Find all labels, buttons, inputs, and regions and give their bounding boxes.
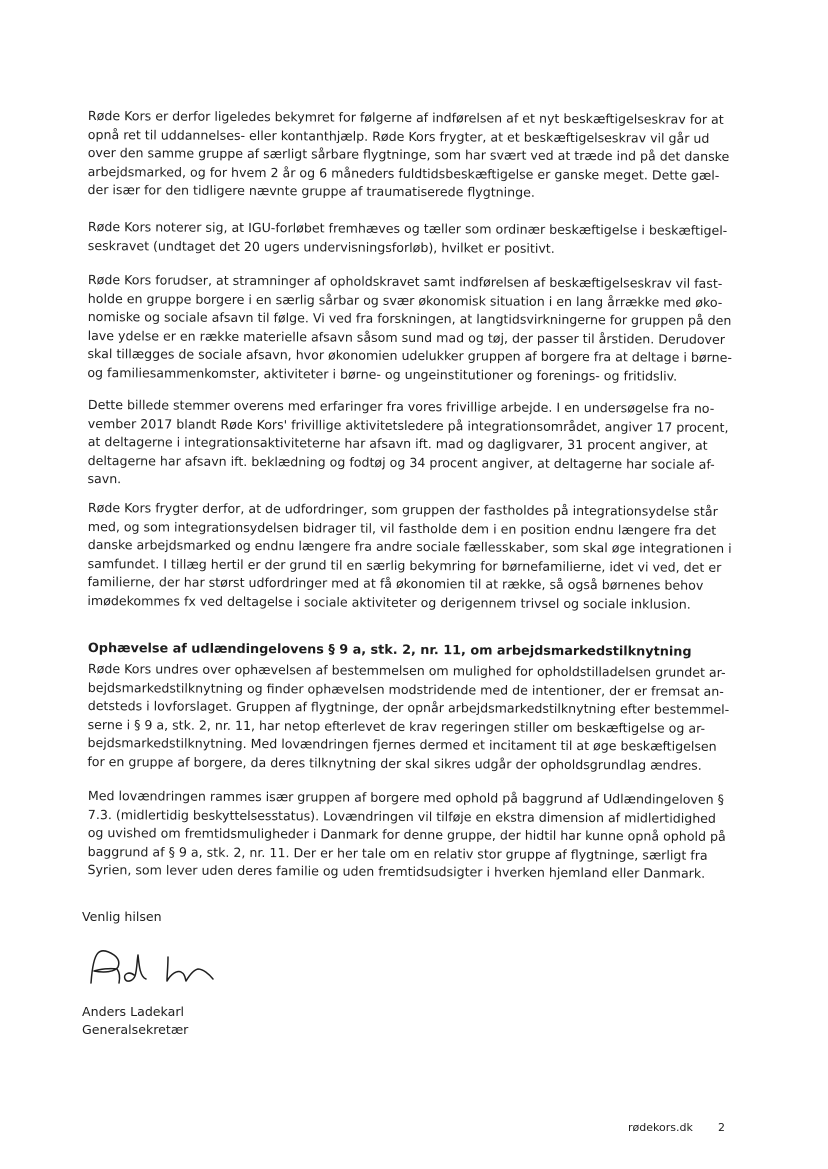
closing-greeting: Venlig hilsen (82, 909, 162, 924)
paragraph-repeal (87, 660, 738, 775)
text-line: seskravet (undtaget det 20 ugers undervisningsforløb), hvilket er positivt. (87, 237, 555, 256)
handwritten-signature (82, 945, 222, 995)
text-line: for en gruppe af borgere, da deres tilknytning der skal sikres udgår der opholdsgrundlag ændres. (87, 753, 702, 773)
text-line: baggrund af § 9 a, stk. 2, nr. 11. Der er her tale om en relativ stor gruppe af flygtninge, særligt fra (87, 843, 708, 863)
text-line: Røde Kors undres over ophævelsen af bestemmelsen om mulighed for opholdstilladelsen grundet ar- (87, 661, 726, 680)
paragraph-igu (88, 218, 738, 259)
section-heading: Ophævelse af udlændingelovens § 9 a, stk. 2, nr. 11, om arbejdsmarkedstilknytning (87, 641, 692, 660)
text-line: og familiesammenkomster, aktiviteter i børne- og ungeinstitutioner og forenings- og fritidsliv. (87, 364, 678, 384)
text-line: skal tillægges de sociale afsavn, hvor økonomien udelukker gruppen af borgere fra at deltage i børne- (87, 345, 732, 365)
signatory-title: Generalsekretær (82, 1022, 189, 1037)
text-line: nomiske og sociale afsavn til følge. Vi ved fra forskningen, at langtidsvirkningerne for gruppen på den (87, 308, 732, 328)
text-line: savn. (87, 470, 122, 487)
paragraph-affected-group (87, 787, 738, 883)
text-line: detsteds i lovforslaget. Gruppen af flygtninge, der opnår arbejdsmarkedstilknytning efter bestemmel- (87, 697, 730, 717)
footer-website: rødekors.dk (628, 1121, 693, 1134)
paragraph-integration-concern (87, 499, 738, 614)
text-line: over den samme gruppe af særligt sårbare flygtninge, som har svært ved at træde ind på det danske (87, 144, 730, 164)
text-line: holde en gruppe borgere i en særlig sårbar og svær økonomisk situation i en lang årrække med øko- (87, 290, 723, 310)
text-line: der især for den tidligere nævnte gruppe af traumatiserede flygtninge. (87, 181, 535, 200)
text-line: bejdsmarkedstilknytning. Med lovændringen fjernes dermed et incitament til at øge beskæftigelsen (87, 734, 717, 754)
paragraph-survey (87, 396, 738, 492)
text-line: Syrien, som lever uden deres familie og uden fremtidsudsigter i hverken hjemland eller Danmark. (87, 861, 706, 881)
text-line: at deltagerne i integrationsaktiviteterne har afsavn ift. mad og dagligvarer, 31 procent angiver, at (87, 433, 708, 453)
text-line: lave ydelse er en række materielle afsavn såsom sund mad og tøj, der passer til årstiden. Derudover (87, 327, 725, 347)
text-line: serne i § 9 a, stk. 2, nr. 11, har netop efterlevet de krav regeringen stiller om beskæftigelse og ar- (87, 716, 706, 736)
paragraph-social-deprivation (87, 271, 738, 386)
signatory-name: Anders Ladekarl (82, 1004, 185, 1019)
text-line: med, og som integrationsydelsen bidrager til, vil fastholde dem i en position endnu længere fra det (87, 518, 717, 538)
paragraph-employment-requirement (87, 107, 738, 203)
text-line: Røde Kors noterer sig, at IGU-forløbet fremhæves og tæller som ordinær beskæftigelse i beskæftigel- (87, 218, 728, 238)
text-line: bejdsmarkedstilknytning og finder ophævelsen modstridende med de intentioner, der er fremsat an- (87, 679, 724, 699)
text-line: 7.3. (midlertidig beskyttelsesstatus). Lovændringen vil tilføje en ekstra dimension af midlertidighed (87, 806, 717, 826)
text-line: familierne, der har størst udfordringer med at få økonomien til at række, så også børnenes behov (87, 573, 704, 593)
text-line: Røde Kors forudser, at stramninger af opholdskravet samt indførelsen af beskæftigelseskrav vil fast- (87, 271, 723, 291)
text-line: Dette billede stemmer overens med erfaringer fra vores frivillige arbejde. I en undersøgelse fra no- (87, 396, 715, 416)
text-line: Røde Kors er derfor ligeledes bekymret for følgerne af indførelsen af et nyt beskæftigelseskrav for at (87, 107, 724, 127)
text-line: arbejdsmarked, og for hvem 2 år og 6 måneders fuldtidsbeskæftigelse er ganske meget. Dette gæl- (87, 163, 720, 183)
text-line: deltagerne har afsavn ift. beklædning og fodtøj og 34 procent angiver, at deltagerne har sociale af- (87, 452, 715, 472)
text-line: Røde Kors frygter derfor, at de udfordringer, som gruppen der fastholdes på integrationsydelse står (87, 499, 718, 519)
page-number: 2 (718, 1121, 725, 1134)
text-line: danske arbejdsmarked og endnu længere fra andre sociale fællesskaber, som skal øge integrationen i (87, 536, 732, 556)
text-line: og uvished om fremtidsmuligheder i Danmark for denne gruppe, der hidtil har kunne opnå ophold på (87, 824, 726, 844)
text-line: opnå ret til uddannelses- eller kontanthjælp. Røde Kors frygter, at et beskæftigelseskrav vil går ud (87, 126, 710, 146)
text-line: imødekommes fx ved deltagelse i sociale aktiviteter og derigennem trivsel og sociale inklusion. (87, 592, 691, 612)
text-line: samfundet. I tillæg hertil er der grund til en særlig bekymring for børnefamilierne, idet vi ved, det er (87, 555, 722, 575)
text-line: vember 2017 blandt Røde Kors' frivillige aktivitetsledere på integrationsområdet, angiver 17 procent, (87, 415, 729, 435)
text-line: Med lovændringen rammes især gruppen af borgere med ophold på baggrund af Udlændingeloven § (87, 788, 724, 807)
